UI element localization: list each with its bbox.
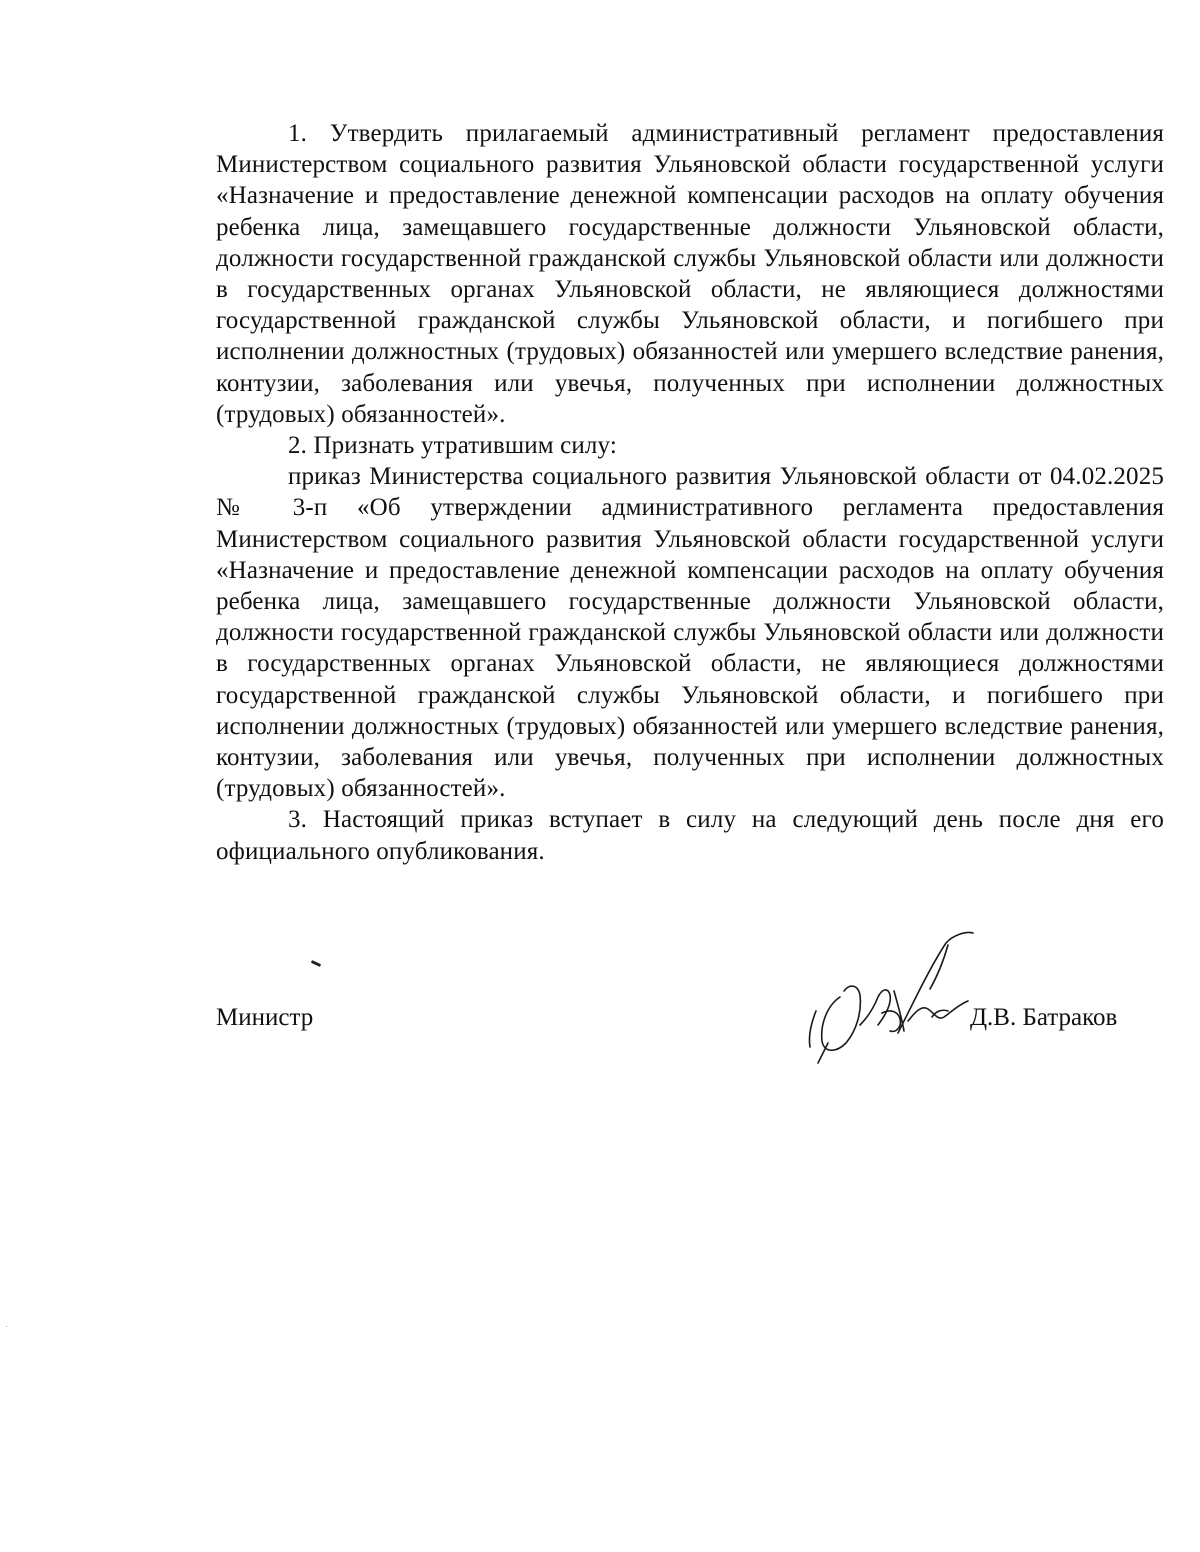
paragraph-repealed-order: приказ Министерства социального развития Ульяновской области от 04.02.2025 № 3-п «Об утверждении административного регламента предоставления Министерством социального развития Ульяновской области государственной услуги «Назначение и предоставление денежной компенсации расходов на оплату обучения ребенка лица, замещавшего государственные должности Ульяновской области, должности государственной гражданской службы Ульяновской области или должности в государственных органах Ульяновской области, не являющиеся должностями государственной гражданской службы Ульяновской области, и погибшего при исполнении должностных (трудовых) обязанностей или умершего вследствие ранения, контузии, заболевания или увечья, полученных при исполнении должностных (трудовых) обязанностей». [216, 463, 1164, 803]
paragraph-approve-regulation: 1. Утвердить прилагаемый административный регламент предоставления Министерством социального развития Ульяновской области государственной услуги «Назначение и предоставление денежной компенсации расходов на оплату обучения ребенка лица, замещавшего государственные должности Ульяновской области, должности государственной гражданской службы Ульяновской области или должности в государственных органах Ульяновской области, не являющиеся должностями государственной гражданской службы Ульяновской области, и погибшего при исполнении должностных (трудовых) обязанностей или умершего вследствие ранения, контузии, заболевания или увечья, полученных при исполнении должностных (трудовых) обязанностей». [216, 120, 1164, 428]
signatory-name: Д.В. Батраков [970, 1004, 1118, 1031]
signatory-position: Министр [216, 1004, 314, 1031]
stray-ink-mark [311, 960, 321, 967]
handwritten-signature [798, 925, 983, 1065]
paragraph-entry-into-force: 3. Настоящий приказ вступает в силу на следующий день после дня его официального опубликования. [216, 806, 1164, 865]
scan-speck [6, 1326, 7, 1327]
paragraph-repeal-heading: 2. Признать утратившим силу: [288, 432, 617, 460]
document-body [216, 118, 1164, 867]
